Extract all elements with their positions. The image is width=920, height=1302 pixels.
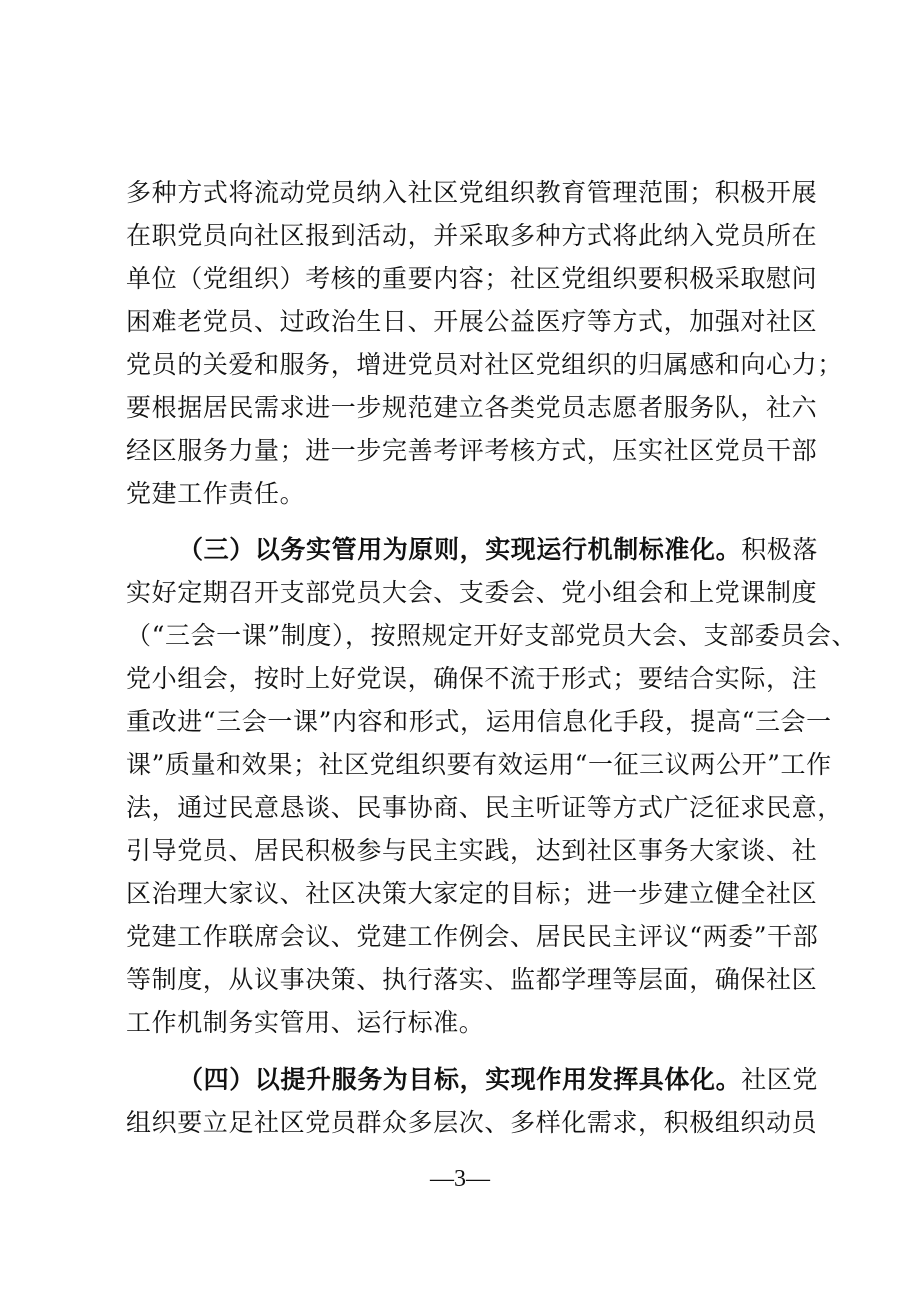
paragraph-2-line-7: 引导党员、居民积极参与民主实践，达到社区事务大家谈、社: [126, 836, 818, 865]
paragraph-1-line-6: 要根据居民需求进一步规范建立各类党员志愿者服务队，社六: [126, 393, 818, 422]
paragraph-1-line-1: 多种方式将流动党员纳入社区党组织教育管理范围；积极开展: [126, 178, 818, 207]
section-heading-3: （三）以务实管用为原则，实现运行机制标准化。: [178, 535, 742, 564]
paragraph-1-line-2: 在职党员向社区报到活动，并采取多种方式将此纳入党员所在: [126, 221, 818, 250]
paragraph-2-line-4: 重改进“三会一课”内容和形式，运用信息化手段，提高“三会一: [126, 707, 832, 736]
paragraph-1-line-5: 党员的关爱和服务，增进党员对社区党组织的归属感和向心力；: [126, 350, 843, 379]
section-heading-3-tail: 积极落: [741, 535, 819, 564]
paragraph-1-line-7: 经区服务力量；进一步完善考评考核方式，压实社区党员干部: [126, 436, 818, 465]
paragraph-3-heading-line: [178, 1063, 818, 1097]
paragraph-2-line-3: 党小组会，按时上好党误，确保不流于形式；要结合实际，注: [126, 664, 818, 693]
paragraph-2-line-10: 等制度，从议事决策、执行落实、监都学理等层面，确保社区: [126, 965, 818, 994]
paragraph-3-line-1: 组织要立足社区党员群众多层次、多样化需求，积极组织动员: [126, 1108, 818, 1137]
paragraph-2-line-9: 党建工作联席会议、党建工作例会、居民民主评议“两委”干部: [126, 922, 819, 951]
section-heading-4-tail: 社区党: [741, 1065, 819, 1094]
paragraph-1-line-4: 困难老党员、过政治生日、开展公益医疗等方式，加强对社区: [126, 307, 818, 336]
section-heading-4: （四）以提升服务为目标，实现作用发挥具体化。: [178, 1065, 742, 1094]
paragraph-1-line-8: 党建工作责任。: [126, 479, 306, 508]
page-number: —3—: [430, 1166, 490, 1192]
paragraph-2-heading-line: [178, 533, 818, 567]
paragraph-2-line-5: 课”质量和效果；社区党组织要有效运用“一征三议两公开”工作: [126, 750, 832, 779]
paragraph-1-line-3: 单位（党组织）考核的重要内容；社区党组织要积极采取慰问: [126, 264, 818, 293]
paragraph-2-line-2: （“三会一课”制度），按照规定开好支部党员大会、支部委员会、: [126, 621, 858, 650]
paragraph-2-line-8: 区治理大家议、社区决策大家定的目标；进一步建立健全社区: [126, 879, 818, 908]
paragraph-2-line-6: 法，通过民意恳谈、民事协商、民主听证等方式广泛征求民意，: [126, 793, 843, 822]
paragraph-2-line-1: 实好定期召开支部党员大会、支委会、党小组会和上党课制度: [126, 578, 818, 607]
paragraph-2-line-11: 工作机制务实管用、运行标准。: [126, 1008, 485, 1037]
